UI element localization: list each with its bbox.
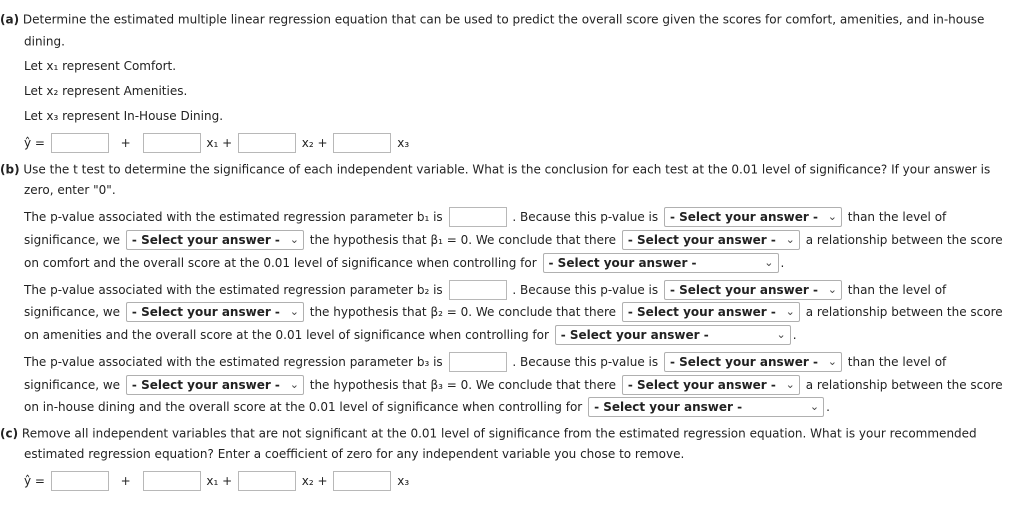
part-b-question-cont: zero, enter "0". (24, 183, 116, 197)
b1-input-c[interactable] (143, 471, 201, 491)
test2-line1 (24, 280, 946, 298)
test2-level-text: than the level of (847, 283, 947, 297)
select-placeholder: - Select your answer - (131, 305, 280, 319)
chevron-down-icon: ⌄ (827, 210, 837, 223)
part-c-question (0, 424, 977, 442)
test3-line2 (24, 375, 1003, 393)
part-b-label: (b) (0, 162, 20, 177)
chevron-down-icon: ⌄ (289, 378, 299, 391)
chevron-down-icon: ⌄ (289, 305, 299, 318)
b1-relationship-select[interactable] (622, 230, 800, 250)
test3-significance-text: significance, we (24, 378, 121, 392)
part-c-text-1: Remove all independent variables that are not significant at the 0.01 level of significance from the estimated regression equation. What is your recommended (21, 426, 977, 441)
part-a-label: (a) (0, 12, 20, 27)
chevron-down-icon: ⌄ (776, 328, 786, 341)
chevron-down-icon: ⌄ (809, 400, 820, 413)
test3-pvalue-text: The p-value associated with the estimated regression parameter b₃ is (24, 355, 443, 369)
part-a-question (0, 10, 984, 28)
part-b-question (0, 160, 990, 178)
b1-comparison-select[interactable] (664, 207, 842, 227)
select-placeholder: - Select your answer - (131, 233, 280, 247)
part-c-question-cont: estimated regression equation? Enter a coefficient of zero for any independent variable you chose to remove. (24, 447, 685, 461)
b1-controlling-select[interactable] (543, 253, 779, 273)
b3-reject-select[interactable] (126, 375, 304, 395)
test2-pvalue-text: The p-value associated with the estimated regression parameter b₂ is (24, 283, 443, 297)
b3-input-c[interactable] (333, 471, 391, 491)
b3-relationship-select[interactable] (622, 375, 800, 395)
test2-relationship-text: a relationship between the score (805, 305, 1003, 319)
plus-sign: + (120, 136, 131, 150)
x1-term: x₁ + (206, 474, 233, 488)
let-x2: Let x₂ represent Amenities. (24, 84, 188, 98)
test1-pvalue-text: The p-value associated with the estimated regression parameter b₁ is (24, 210, 443, 224)
select-placeholder: - Select your answer - (548, 256, 697, 270)
b3-controlling-select[interactable] (588, 397, 824, 417)
b1-input-a[interactable] (143, 133, 201, 153)
b2-relationship-select[interactable] (622, 302, 800, 322)
x1-term: x₁ + (206, 136, 233, 150)
test1-level-text: than the level of (847, 210, 947, 224)
part-a-equation (24, 133, 409, 151)
chevron-down-icon: ⌄ (827, 283, 837, 296)
intercept-input-c[interactable] (51, 471, 109, 491)
test2-because-text: . Because this p-value is (512, 283, 659, 297)
chevron-down-icon: ⌄ (289, 233, 299, 246)
part-c-label: (c) (0, 426, 19, 441)
b2-controlling-select[interactable] (555, 325, 791, 345)
test2-line3 (24, 325, 797, 343)
test1-line2 (24, 230, 1003, 248)
test1-line1 (24, 207, 946, 225)
select-placeholder: - Select your answer - (669, 355, 818, 369)
b1-reject-select[interactable] (126, 230, 304, 250)
intercept-input-a[interactable] (51, 133, 109, 153)
chevron-down-icon: ⌄ (764, 256, 774, 269)
test1-relationship-text: a relationship between the score (805, 233, 1003, 247)
chevron-down-icon: ⌄ (785, 305, 795, 318)
b3-input-a[interactable] (333, 133, 391, 153)
select-placeholder: - Select your answer - (594, 400, 743, 414)
test2-significance-text: significance, we (24, 305, 121, 319)
b2-reject-select[interactable] (126, 302, 304, 322)
period: . (792, 328, 797, 342)
test3-hypothesis-text: the hypothesis that β₃ = 0. We conclude that there (309, 378, 617, 392)
test2-hypothesis-text: the hypothesis that β₂ = 0. We conclude that there (309, 305, 617, 319)
select-placeholder: - Select your answer - (627, 305, 776, 319)
let-x3: Let x₃ represent In-House Dining. (24, 109, 224, 123)
period: . (780, 256, 785, 270)
part-a-question-cont (24, 32, 65, 50)
select-placeholder: - Select your answer - (560, 328, 709, 342)
test1-because-text: . Because this p-value is (512, 210, 659, 224)
test3-controlling-text: on in-house dining and the overall score at the 0.01 level of significance when controlling for (24, 400, 583, 414)
test3-relationship-text: a relationship between the score (805, 378, 1003, 392)
select-placeholder: - Select your answer - (131, 378, 280, 392)
part-b-text-1: Use the t test to determine the significance of each independent variable. What is the conclusion for each test at the 0.01 level of significance? If your answer is (23, 162, 991, 177)
chevron-down-icon: ⌄ (785, 378, 795, 391)
test1-hypothesis-text: the hypothesis that β₁ = 0. We conclude that there (309, 233, 617, 247)
x3-term: x₃ (397, 474, 410, 488)
test3-level-text: than the level of (847, 355, 947, 369)
b2-input-c[interactable] (238, 471, 296, 491)
b2-input-a[interactable] (238, 133, 296, 153)
test1-controlling-text: on comfort and the overall score at the 0.01 level of significance when controlling for (24, 256, 537, 270)
test3-line1 (24, 352, 946, 370)
chevron-down-icon: ⌄ (785, 233, 795, 246)
test2-line2 (24, 302, 1003, 320)
x2-term: x₂ + (301, 136, 328, 150)
test3-line3 (24, 397, 830, 415)
b2-comparison-select[interactable] (664, 280, 842, 300)
b2-pvalue-input[interactable] (449, 280, 507, 300)
let-x1: Let x₁ represent Comfort. (24, 59, 177, 73)
test3-because-text: . Because this p-value is (512, 355, 659, 369)
test1-line3 (24, 253, 784, 271)
part-a-text-1: Determine the estimated multiple linear regression equation that can be used to predict the overall score given the scores for comfort, amenities, and in-house (22, 12, 985, 27)
test2-controlling-text: on amenities and the overall score at the 0.01 level of significance when controlling for (24, 328, 549, 342)
select-placeholder: - Select your answer - (627, 233, 776, 247)
b3-pvalue-input[interactable] (449, 352, 507, 372)
plus-sign: + (120, 474, 131, 488)
b1-pvalue-input[interactable] (449, 207, 507, 227)
select-placeholder: - Select your answer - (627, 378, 776, 392)
test1-significance-text: significance, we (24, 233, 121, 247)
select-placeholder: - Select your answer - (669, 283, 818, 297)
select-placeholder: - Select your answer - (669, 210, 818, 224)
chevron-down-icon: ⌄ (827, 355, 837, 368)
x2-term: x₂ + (301, 474, 328, 488)
y-hat-label: ŷ = (24, 474, 45, 488)
period: . (826, 400, 830, 414)
b3-comparison-select[interactable] (664, 352, 842, 372)
part-a-text-2: dining. (24, 34, 65, 49)
y-hat-label: ŷ = (24, 136, 45, 150)
x3-term: x₃ (397, 136, 410, 150)
part-c-equation (24, 471, 409, 489)
